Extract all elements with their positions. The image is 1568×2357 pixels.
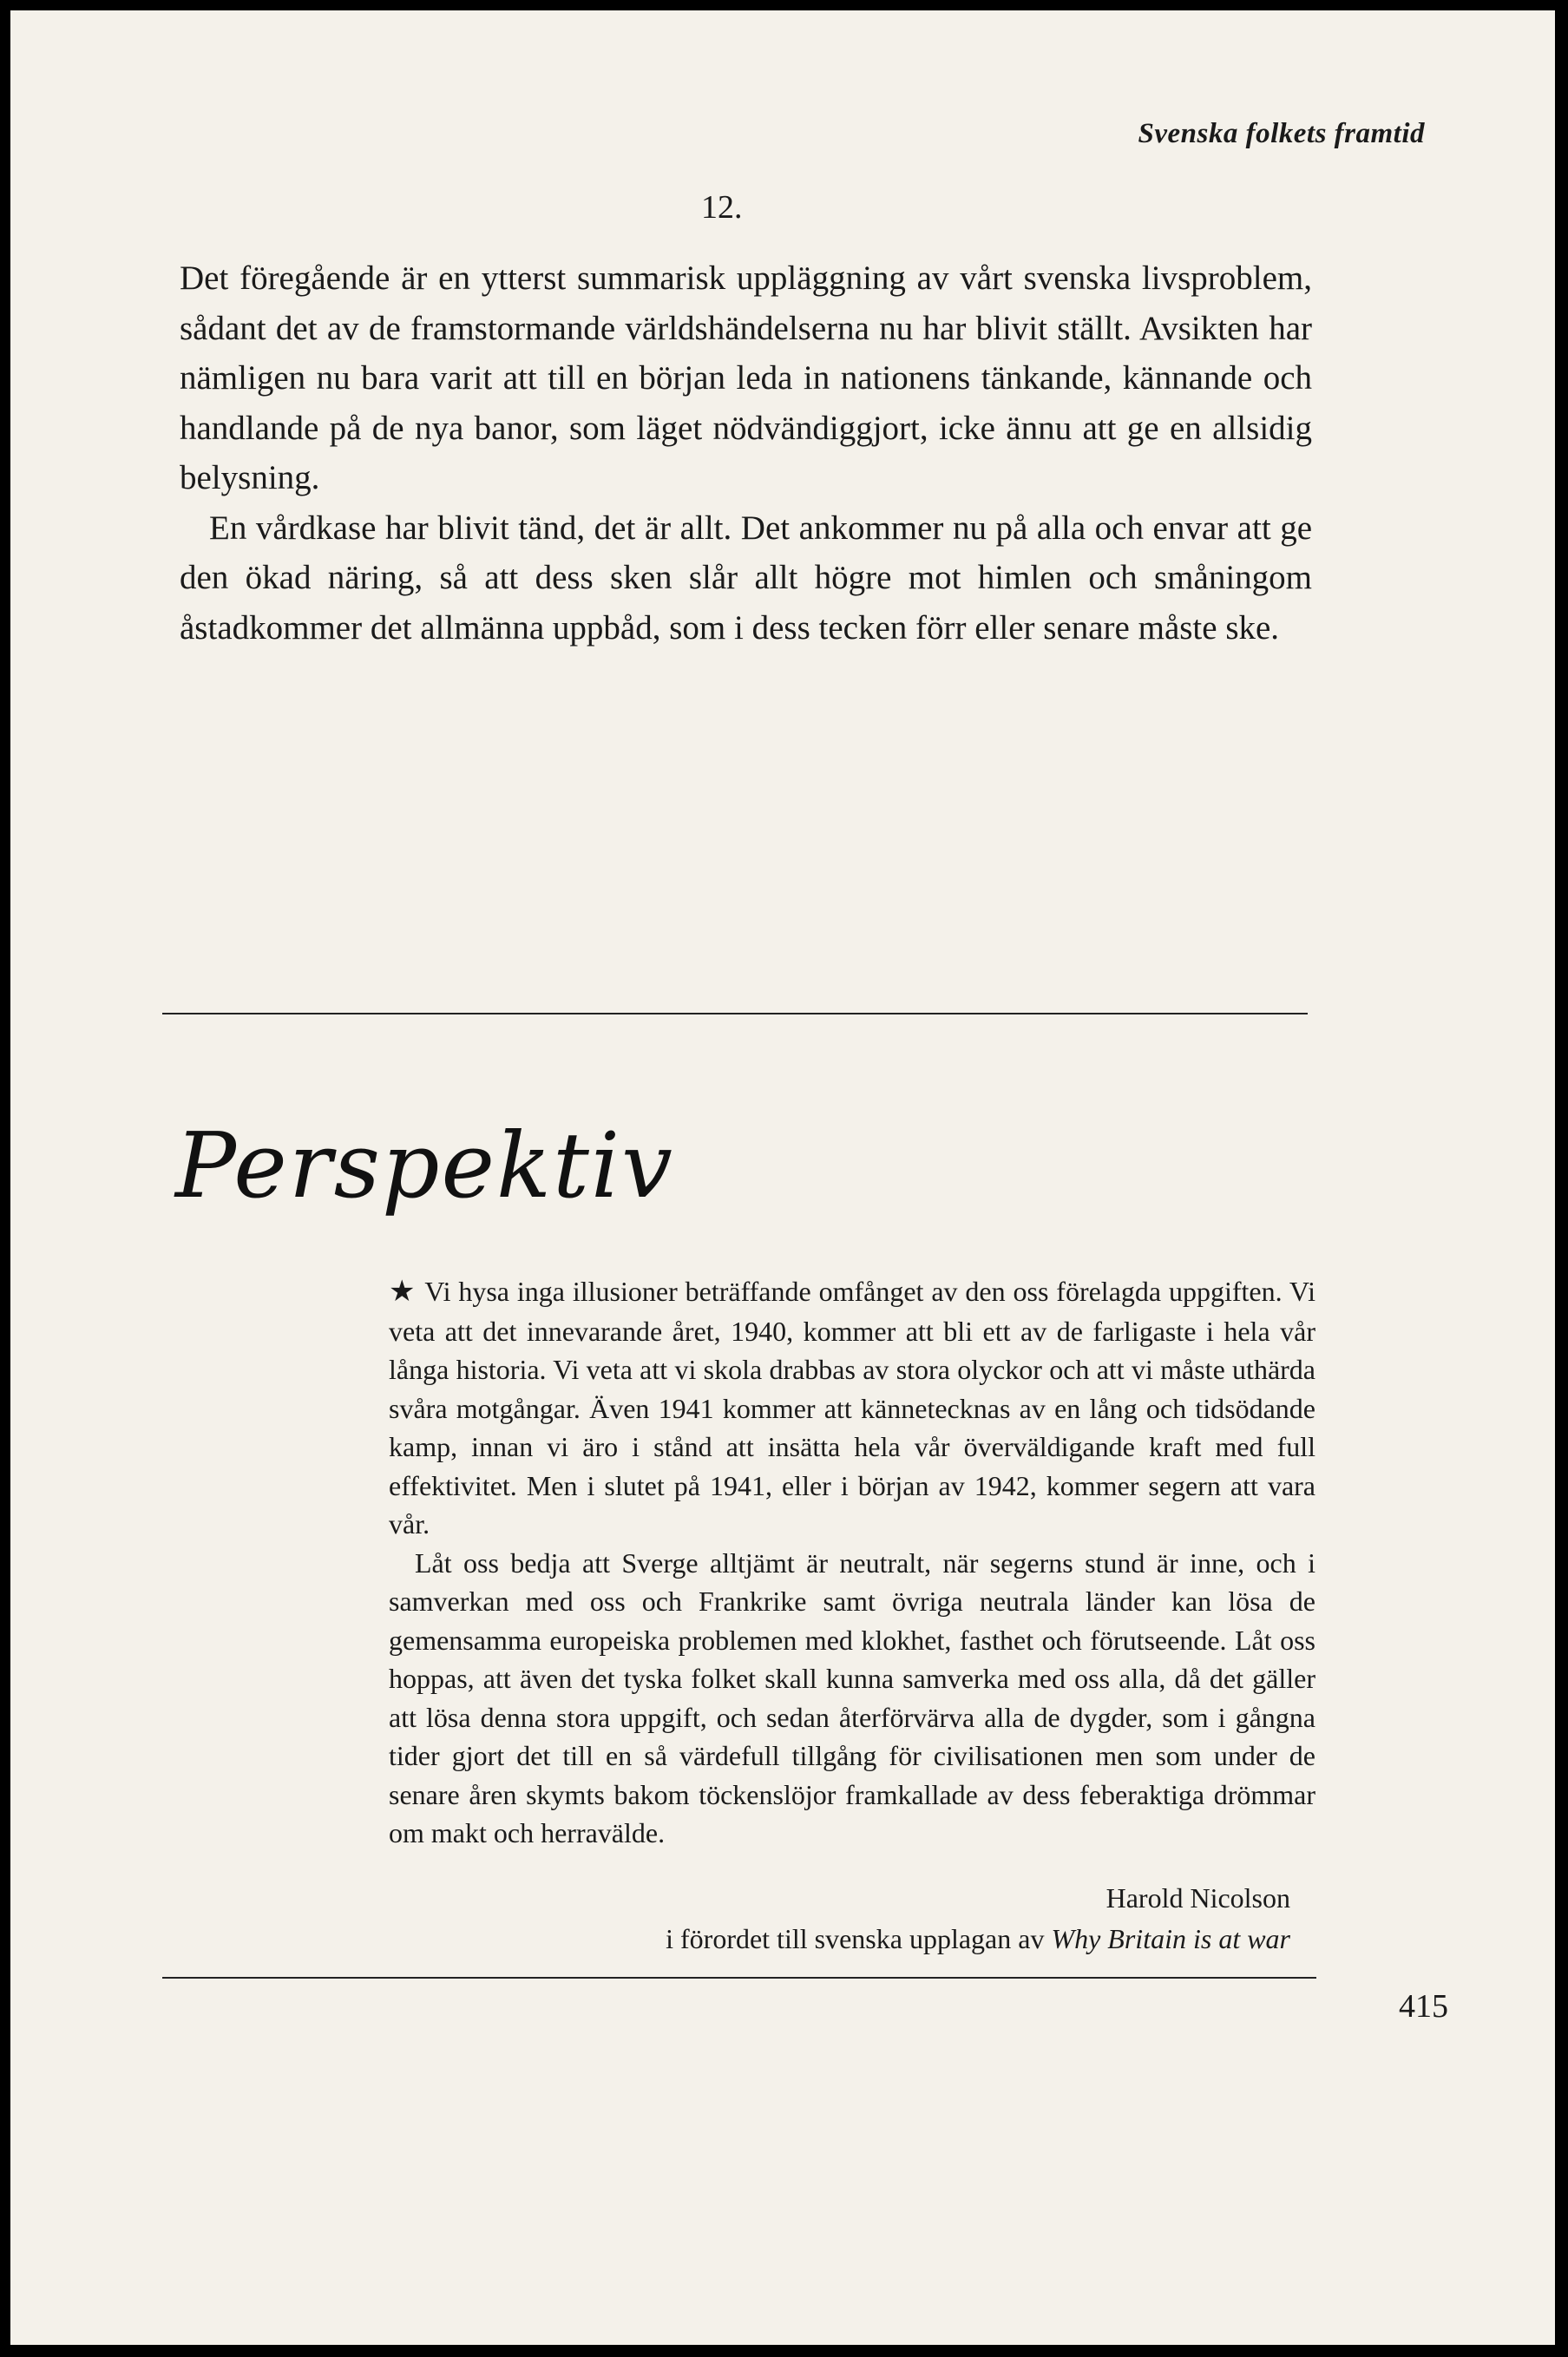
perspektiv-quote: [389, 1272, 1315, 1853]
quote-paragraph: [389, 1272, 1315, 1544]
footer-divider: [162, 1977, 1316, 1979]
body-paragraph: Det föregående är en ytterst summarisk uppläggning av vårt svenska livsproblem, sådant det av de framstormande världshändelserna nu har blivit ställt. Avsikten har nämligen nu bara varit att till en början leda in nationens tänkande, kännande och handlande på de nya banor, som läget nödvändiggjort, icke ännu att ge en allsidig belysning.: [180, 259, 1312, 496]
body-text: [180, 253, 1312, 653]
quote-paragraph: Låt oss bedja att Sverge alltjämt är neutralt, när segerns stund är inne, och i samverkan med oss och Frankrike samt övriga neutrala länder kan lösa de gemensamma europeiska problemen med klokhet, fasthet och förutseende. Låt oss hoppas, att även det tyska folket skall kunna samverka med oss alla, då det gäller att lösa denna stora uppgift, och sedan återförvärva alla de dygder, som i gångna tider gjort det till en så värdefull tillgång för civilisationen men som under de senare åren skymts bakom töckenslöjor framkallade av dess feberaktiga drömmar om makt och herravälde.: [389, 1546, 1315, 1848]
running-head: Svenska folkets framtid: [1138, 118, 1425, 149]
perspektiv-title: Perspektiv: [175, 1113, 674, 1218]
body-paragraph: En vårdkase har blivit tänd, det är allt. Det ankommer nu på alla och envar att ge den ökad näring, så att dess sken slår allt högre mot himlen och småningom åstadkommer det allmänna uppbåd, som i dess tecken förr eller senare måste ske.: [180, 509, 1312, 647]
quote-text: Vi hysa inga illusioner beträffande omfånget av den oss förelagda uppgiften. Vi veta att det innevarande året, 1940, kommer att bli ett av de farligaste i hela vår långa historia. Vi veta att vi skola drabbas av stora olyckor och att vi måste uthärda svåra motgångar. Även 1941 kommer att kännetecknas av en lång och tidsödande kamp, innan vi äro i stånd att insätta hela vår överväldigande kraft med full effektivitet. Men i slutet på 1941, eller i början av 1942, kommer segern att vara vår.: [389, 1276, 1316, 1540]
quote-source: [666, 1923, 1290, 1955]
quote-author: Harold Nicolson: [1105, 1882, 1290, 1914]
page: [10, 10, 1555, 2345]
section-number: 12.: [701, 189, 743, 226]
source-prefix: i förordet till svenska upplagan av: [666, 1923, 1045, 1954]
page-number: 415: [1399, 1988, 1448, 2025]
source-title: Why Britain is at war: [1051, 1923, 1290, 1954]
section-divider: [162, 1013, 1308, 1014]
star-icon: ★: [389, 1276, 417, 1308]
